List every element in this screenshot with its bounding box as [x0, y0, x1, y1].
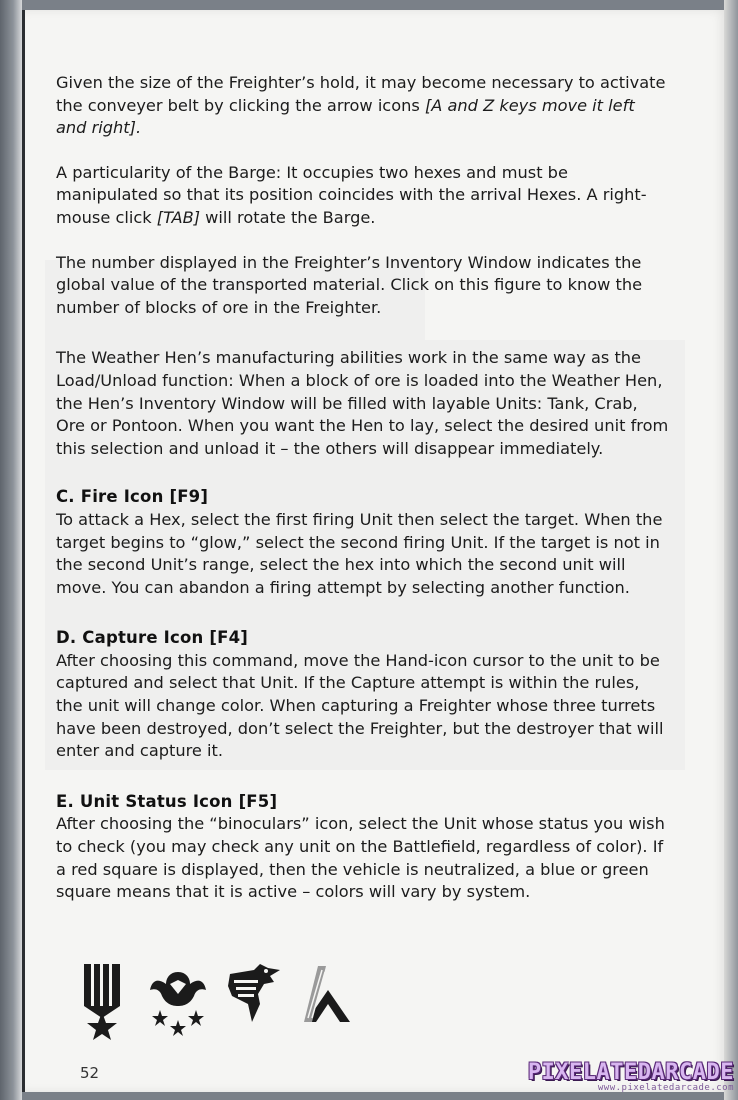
key-hint: [A and Z keys move it left and right]	[56, 95, 635, 138]
paragraph-weather-hen: The Weather Hen’s manufacturing abilities work in the same way as the Load/Unload function: When a block of ore is loaded into the Weather Hen, the Hen’s Inventory Window will be filled with layable Units: Tank, Crab, Ore or Pontoon. When you want the Hen to lay, select the desired unit from this selection and unload it – the others will disappear immediately.	[56, 348, 669, 458]
watermark-url: www.pixelatedarcade.com	[597, 1083, 734, 1093]
watermark-logo: PIXELATEDARCADE	[527, 1060, 734, 1085]
paragraph-text: will rotate the Barge.	[200, 207, 376, 227]
section-heading-fire: C. Fire Icon [F9]	[56, 487, 209, 507]
rank-star-insignia-icon	[82, 960, 122, 1040]
site-watermark	[528, 1060, 734, 1093]
paragraph-text: A particularity of the Barge: It occupies two hexes and must be manipulated so that its position coincides with the arrival Hexes. A right-mouse click	[56, 162, 647, 227]
pyramid-insignia-icon	[298, 960, 358, 1040]
paragraph-text: Given the size of the Freighter’s hold, it may become necessary to activate the conveyer belt by clicking the arrow icons	[56, 73, 666, 115]
paragraph-conveyer	[56, 72, 670, 140]
page-edge	[724, 0, 738, 1100]
section-body-unit-status: After choosing the “binoculars” icon, select the Unit whose status you wish to check (you may check any unit on the Battlefield, regardless of color). If a red square is displayed, then the vehicle is neutralized, a blue or green square means that it is active – colors will vary by system.	[56, 814, 665, 902]
section-body-fire: To attack a Hex, select the first firing Unit then select the target. When the target begins to “glow,” select the second firing Unit. If the target is not in the second Unit’s range, select the hex into which the second unit will move. You can abandon a firing attempt by selecting another function.	[56, 509, 663, 597]
book-binding	[0, 0, 22, 1100]
paragraph-barge	[56, 162, 670, 230]
key-hint: [TAB]	[156, 207, 201, 227]
paragraph-text: .	[135, 118, 142, 138]
section-heading-unit-status: E. Unit Status Icon [F5]	[56, 791, 278, 811]
section-body-capture: After choosing this command, move the Hand-icon cursor to the unit to be captured and select that Unit. If the Capture attempt is within the rules, the unit will change color. When capturing a Freighter whose three turrets have been destroyed, don’t select the Freighter, but the destroyer that will enter and capture it.	[56, 650, 664, 761]
eagle-stars-insignia-icon	[148, 960, 208, 1040]
page-number: 52	[80, 1064, 100, 1082]
paragraph-inventory: The number displayed in the Freighter’s Inventory Window indicates the global value of the transported material. Click on this figure to know the number of blocks of ore in the Freighter.	[56, 252, 643, 317]
page-content	[56, 72, 670, 926]
section-heading-capture: D. Capture Icon [F4]	[56, 628, 249, 648]
hawk-insignia-icon	[224, 960, 284, 1040]
insignia-row	[82, 960, 382, 1040]
